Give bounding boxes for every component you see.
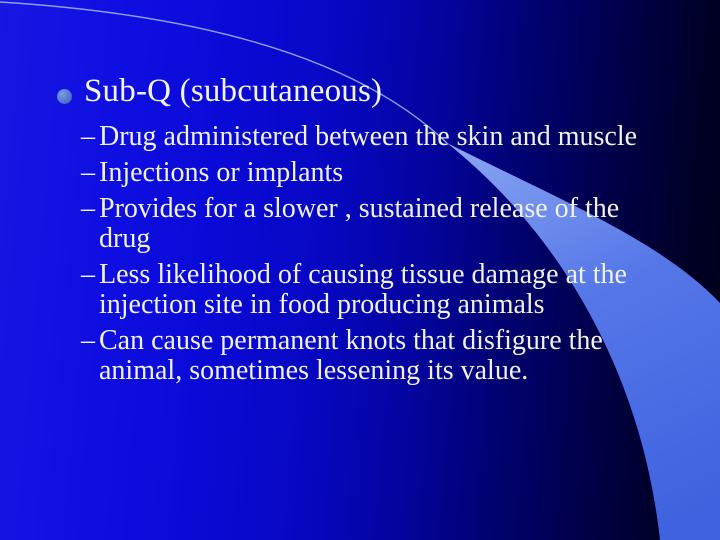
bullet-dash: – [81,157,95,188]
bullet-item [81,326,666,386]
bullet-dash: – [81,259,95,290]
bullet-text: Injections or implants [99,157,344,188]
bullet-item [81,122,666,152]
bullet-item [81,158,666,188]
title-bullet-icon [57,89,72,104]
bullet-item [81,260,666,320]
bullet-text: Drug administered between the skin and muscle [99,121,638,152]
slide-title-row [57,72,677,110]
bullet-text: Provides for a slower , sustained release of the drug [99,193,620,254]
bullet-text: Less likelihood of causing tissue damage at the injection site in food producing animals [99,259,627,320]
bullet-dash: – [81,325,95,356]
bullet-dash: – [81,193,95,224]
bullet-text: Can cause permanent knots that disfigure the animal, sometimes lessening its value. [99,325,603,386]
bullet-list [81,122,666,392]
slide-title: Sub-Q (subcutaneous) [84,73,383,109]
bullet-dash: – [81,121,95,152]
bullet-item [81,194,666,254]
